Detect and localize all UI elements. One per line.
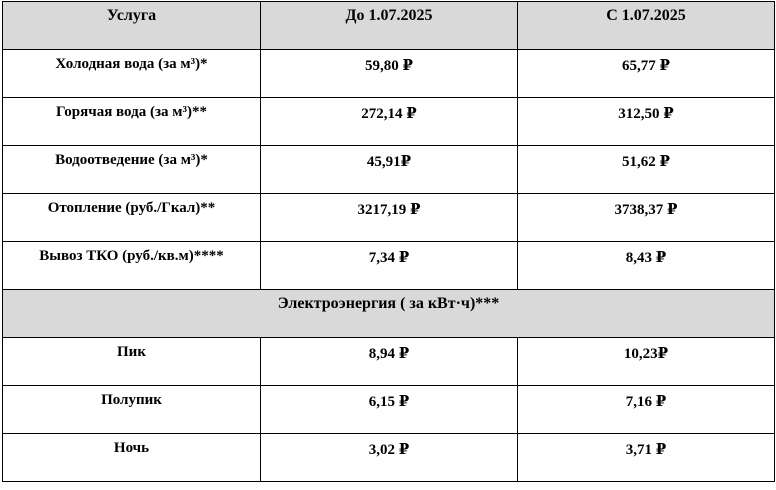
header-after: С 1.07.2025 — [518, 2, 775, 50]
table-row — [3, 50, 775, 98]
price-after: 51,62 ₽ — [518, 146, 775, 194]
table-row — [3, 338, 775, 386]
electricity-section-title: Электроэнергия ( за кВт·ч)*** — [3, 290, 775, 338]
service-name: Ночь — [3, 434, 261, 482]
header-before: До 1.07.2025 — [261, 2, 518, 50]
table-row — [3, 98, 775, 146]
price-after: 3,71 ₽ — [518, 434, 775, 482]
service-name: Холодная вода (за м³)* — [3, 50, 261, 98]
price-before: 45,91₽ — [261, 146, 518, 194]
table-row — [3, 194, 775, 242]
service-name: Водоотведение (за м³)* — [3, 146, 261, 194]
service-name: Горячая вода (за м³)** — [3, 98, 261, 146]
service-name: Отопление (руб./Гкал)** — [3, 194, 261, 242]
price-after: 65,77 ₽ — [518, 50, 775, 98]
service-name: Полупик — [3, 386, 261, 434]
price-before: 272,14 ₽ — [261, 98, 518, 146]
price-before: 6,15 ₽ — [261, 386, 518, 434]
table-row — [3, 434, 775, 482]
price-after: 7,16 ₽ — [518, 386, 775, 434]
header-service: Услуга — [3, 2, 261, 50]
price-after: 312,50 ₽ — [518, 98, 775, 146]
price-before: 59,80 ₽ — [261, 50, 518, 98]
table-row — [3, 386, 775, 434]
table-row — [3, 146, 775, 194]
service-name: Пик — [3, 338, 261, 386]
price-after: 3738,37 ₽ — [518, 194, 775, 242]
price-after: 10,23₽ — [518, 338, 775, 386]
table-header-row — [3, 2, 775, 50]
price-before: 7,34 ₽ — [261, 242, 518, 290]
tariff-table — [2, 1, 775, 482]
electricity-section-row — [3, 290, 775, 338]
table-row — [3, 242, 775, 290]
price-before: 3217,19 ₽ — [261, 194, 518, 242]
service-name: Вывоз ТКО (руб./кв.м)**** — [3, 242, 261, 290]
price-after: 8,43 ₽ — [518, 242, 775, 290]
price-before: 3,02 ₽ — [261, 434, 518, 482]
price-before: 8,94 ₽ — [261, 338, 518, 386]
